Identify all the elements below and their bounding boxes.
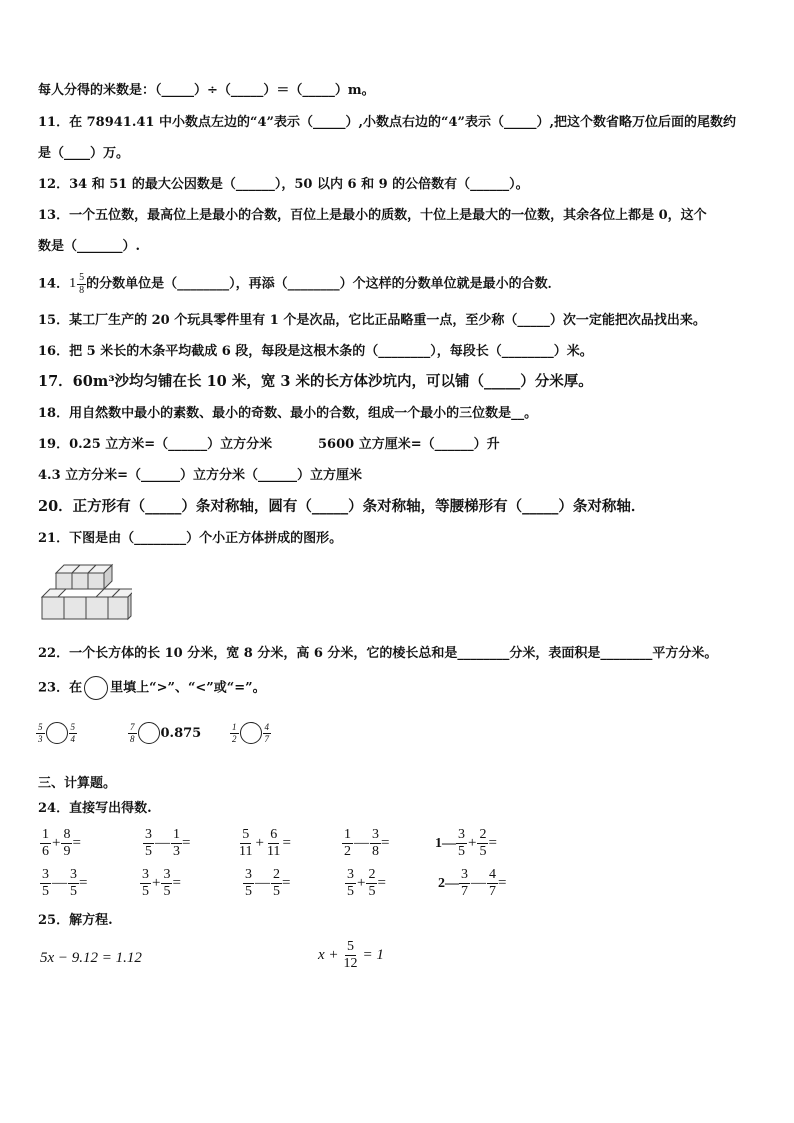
- calc-r1-4-op: —: [354, 835, 369, 851]
- calc-r1-1-b-den: 9: [63, 844, 71, 859]
- question-19c: 4.3 立方分米=（______）立方分米（______）立方厘米: [38, 468, 363, 483]
- calc-r2-3-b-den: 5: [273, 884, 280, 899]
- compare-item-1: [36, 722, 77, 744]
- calc-r1-1: [40, 828, 81, 859]
- q14-prefix: 14．: [38, 276, 70, 292]
- circle-icon: [84, 676, 108, 700]
- calc-r1-3-b-num: 6: [270, 827, 278, 842]
- cmp2-left-num: 7: [130, 721, 135, 732]
- calc-r1-2-a-num: 3: [145, 827, 152, 842]
- q23-suffix: 里填上“>”、“<”或“=”。: [110, 680, 266, 696]
- calc-r2-4-a-den: 5: [347, 884, 354, 899]
- eq2-num: 5: [347, 939, 355, 954]
- cmp1-right-num: 5: [70, 721, 75, 732]
- calc-r1-5-op: +: [468, 835, 477, 851]
- calc-r2-3-b-num: 2: [273, 867, 280, 882]
- calc-r1-1-op: +: [52, 835, 61, 851]
- calc-r2-2: [140, 868, 181, 899]
- calc-r2-2-op: +: [152, 875, 161, 891]
- calc-r1-3-b-den: 11: [266, 844, 281, 859]
- question-13-line2: 数是（_______）.: [38, 239, 141, 254]
- cmp2-right-value: 0.875: [160, 725, 202, 741]
- calc-r2-2-b-den: 5: [163, 884, 171, 899]
- cmp3-right-den: 7: [264, 733, 269, 744]
- calc-r1-2-b-den: 3: [173, 844, 180, 859]
- cmp3-left-den: 2: [232, 733, 237, 744]
- calc-r1-5-a-num: 3: [458, 827, 465, 842]
- calc-r1-4-b-num: 3: [372, 827, 379, 842]
- calc-r2-1-op: —: [52, 875, 67, 891]
- calc-r2-4: [345, 868, 386, 899]
- calc-r1-5-eq: =: [488, 835, 497, 851]
- q14-numerator: 5: [79, 271, 85, 283]
- compare-circle-1[interactable]: [46, 722, 68, 744]
- line-10-answer: 每人分得的米数是：（_____）÷（_____）＝（_____）m。: [38, 83, 375, 98]
- calc-r2-1: [40, 868, 87, 899]
- cube-figure: [40, 561, 132, 623]
- question-18: 18．用自然数中最小的素数、最小的奇数、最小的合数，组成一个最小的三位数是__。: [38, 406, 538, 421]
- calc-r1-5-a-den: 5: [458, 844, 465, 859]
- calc-r2-5-lead: 2—: [438, 875, 459, 891]
- calc-r1-3-a-num: 5: [242, 827, 250, 842]
- calc-r2-1-eq: =: [79, 875, 88, 891]
- equation-2: [318, 940, 384, 971]
- calc-r2-2-a-den: 5: [142, 884, 149, 899]
- calc-r1-3-eq: =: [282, 835, 291, 851]
- equation-1: 5x − 9.12 = 1.12: [40, 950, 142, 966]
- question-11-line2: 是（____）万。: [38, 146, 130, 161]
- calc-r1-1-a-den: 6: [42, 844, 49, 859]
- question-12: 12．34 和 51 的最大公因数是（______），50 以内 6 和 9 的公倍数有（______）。: [38, 177, 529, 192]
- calc-r2-4-op: +: [357, 875, 366, 891]
- calc-r1-2-a-den: 5: [145, 844, 152, 859]
- question-22: 22．一个长方体的长 10 分米，宽 8 分米，高 6 分米，它的棱长总和是________分米，表面积是________平方分米。: [38, 646, 718, 661]
- calc-r2-5-a-den: 7: [461, 884, 468, 899]
- calc-r1-2: [143, 828, 190, 859]
- compare-circle-2[interactable]: [138, 722, 160, 744]
- calc-r1-5-b-num: 2: [479, 827, 487, 842]
- question-15: 15．某工厂生产的 20 个玩具零件里有 1 个是次品，它比正品略重一点，至少称（_____）次一定能把次品找出来。: [38, 313, 706, 328]
- calc-r2-3: [243, 868, 290, 899]
- compare-item-2: [128, 722, 201, 744]
- compare-item-3: [230, 722, 271, 744]
- calc-r2-2-eq: =: [172, 875, 181, 891]
- question-19a: 19．0.25 立方米=（______）立方分米: [38, 437, 273, 452]
- section-3-title: 三、计算题。: [38, 776, 117, 791]
- question-24: 24．直接写出得数.: [38, 801, 152, 816]
- calc-r1-1-a-num: 1: [42, 827, 49, 842]
- cmp3-right-num: 4: [264, 721, 269, 732]
- cmp1-right-den: 4: [70, 733, 75, 744]
- calc-r2-5-b-num: 4: [489, 867, 496, 882]
- calc-r2-5-a-num: 3: [461, 867, 468, 882]
- calc-r1-4-a-den: 2: [344, 844, 351, 859]
- calc-r2-1-b-num: 3: [70, 867, 77, 882]
- question-19b: 5600 立方厘米=（______）升: [318, 437, 500, 452]
- eq2-left: x +: [318, 947, 339, 963]
- calc-r1-4-b-den: 8: [372, 844, 379, 859]
- calc-r1-5-lead: 1—: [435, 835, 456, 851]
- calc-r2-2-b-num: 3: [163, 867, 171, 882]
- calc-r1-5-b-den: 5: [479, 844, 487, 859]
- question-17: 17．60m³沙均匀铺在长 10 米，宽 3 米的长方体沙坑内，可以铺（_____）分米厚。: [38, 373, 593, 390]
- calc-r1-3-op: +: [255, 835, 264, 851]
- calc-r1-2-op: —: [155, 835, 170, 851]
- calc-r1-2-b-num: 1: [173, 827, 180, 842]
- cmp2-left-den: 8: [130, 733, 135, 744]
- calc-r1-3: [237, 828, 291, 859]
- calc-r1-3-a-den: 11: [239, 844, 253, 859]
- calc-r1-4: [342, 828, 389, 859]
- cmp1-left-den: 3: [38, 733, 43, 744]
- calc-r2-1-b-den: 5: [70, 884, 77, 899]
- q14-denominator: 8: [79, 284, 85, 296]
- calc-r1-1-eq: =: [72, 835, 81, 851]
- eq2-den: 12: [343, 956, 358, 971]
- calc-r1-4-eq: =: [381, 835, 390, 851]
- question-11-line1: 11．在 78941.41 中小数点左边的“4”表示（_____）,小数点右边的“4”表示（_____）,把这个数省略万位后面的尾数约: [38, 115, 737, 130]
- calc-r2-5-op: —: [471, 875, 486, 891]
- question-20: 20．正方形有（_____）条对称轴，圆有（_____）条对称轴，等腰梯形有（_____）条对称轴．: [38, 498, 646, 515]
- cmp1-left-num: 5: [38, 721, 43, 732]
- q14-whole: 1: [69, 276, 77, 291]
- calc-r2-4-eq: =: [377, 875, 386, 891]
- calc-r2-3-a-num: 3: [245, 867, 252, 882]
- calc-r1-2-eq: =: [182, 835, 191, 851]
- question-14: [38, 270, 561, 299]
- calc-r2-3-a-den: 5: [245, 884, 252, 899]
- q23-prefix: 23．在: [38, 680, 83, 696]
- calc-r2-5-eq: =: [498, 875, 507, 891]
- calc-r2-2-a-num: 3: [142, 867, 149, 882]
- calc-r2-4-b-den: 5: [368, 884, 376, 899]
- calc-r1-5: [435, 828, 497, 859]
- calc-r1-1-b-num: 8: [63, 827, 71, 842]
- question-25: 25．解方程.: [38, 913, 113, 928]
- calc-r2-4-b-num: 2: [368, 867, 376, 882]
- calc-r2-1-a-den: 5: [42, 884, 49, 899]
- calc-r2-1-a-num: 3: [42, 867, 49, 882]
- calc-r2-5: [438, 868, 506, 899]
- calc-r2-4-a-num: 3: [347, 867, 354, 882]
- eq2-right: = 1: [362, 947, 384, 963]
- compare-circle-3[interactable]: [240, 722, 262, 744]
- calc-r1-4-a-num: 1: [344, 827, 351, 842]
- q14-mixed-number: [69, 270, 86, 298]
- question-16: 16．把 5 米长的木条平均截成 6 段，每段是这根木条的（________），每段长（________）米。: [38, 344, 593, 359]
- cmp3-left-num: 1: [232, 721, 237, 732]
- question-23: [38, 676, 266, 701]
- calc-r2-3-eq: =: [282, 875, 291, 891]
- question-13-line1: 13．一个五位数，最高位上是最小的合数，百位上是最小的质数，十位上是最大的一位数，其余各位上都是 0，这个: [38, 208, 707, 223]
- question-21: 21．下图是由（________）个小正方体拼成的图形。: [38, 531, 343, 546]
- q14-suffix: 的分数单位是（________），再添（________）个这样的分数单位就是最小的合数．: [86, 276, 561, 292]
- calc-r2-3-op: —: [255, 875, 270, 891]
- calc-r2-5-b-den: 7: [489, 884, 496, 899]
